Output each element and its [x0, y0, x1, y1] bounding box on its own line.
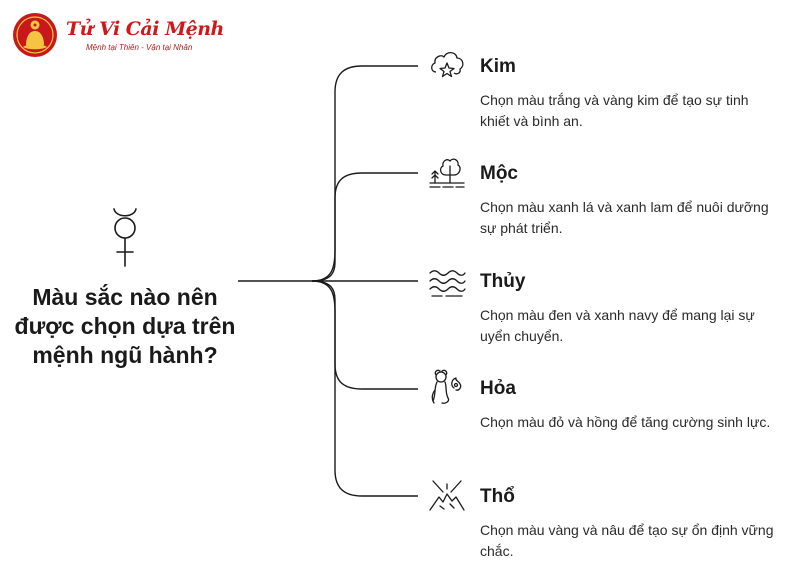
central-question: Màu sắc nào nên được chọn dựa trên mệnh ngũ hành?: [14, 284, 236, 368]
mountain-icon: [428, 476, 466, 516]
branch-desc-thuy: Chọn màu đen và xanh navy để mang lại sự uyển chuyển.: [480, 307, 755, 344]
branch-desc-moc: Chọn màu xanh lá và xanh lam để nuôi dưỡng sự phát triển.: [480, 199, 769, 236]
cloud-star-icon: [428, 46, 466, 86]
branch-desc-hoa: Chọn màu đỏ và hồng để tăng cường sinh lực.: [480, 414, 771, 430]
branch-title-moc: Mộc: [480, 163, 518, 184]
connector-hoa: [312, 281, 418, 389]
trees-icon: [428, 153, 466, 193]
connector-moc: [312, 173, 418, 281]
branch-desc-tho: Chọn màu vàng và nâu để tạo sự ổn định vững chắc.: [480, 522, 774, 559]
water-waves-icon: [428, 262, 466, 302]
branch-desc-kim: Chọn màu trắng và vàng kim để tạo sự tinh khiết và bình an.: [480, 92, 749, 129]
fire-spirit-icon: [428, 368, 466, 408]
mercury-symbol-icon: [108, 206, 142, 268]
branch-title-thuy: Thủy: [480, 271, 526, 292]
brand-tagline: Mệnh tại Thiên - Vận tại Nhân: [86, 43, 193, 52]
branch-title-hoa: Hỏa: [480, 378, 516, 399]
brand-name: Tử Vi Cải Mệnh: [66, 18, 224, 40]
branch-title-tho: Thổ: [480, 486, 515, 507]
branch-title-kim: Kim: [480, 56, 516, 77]
